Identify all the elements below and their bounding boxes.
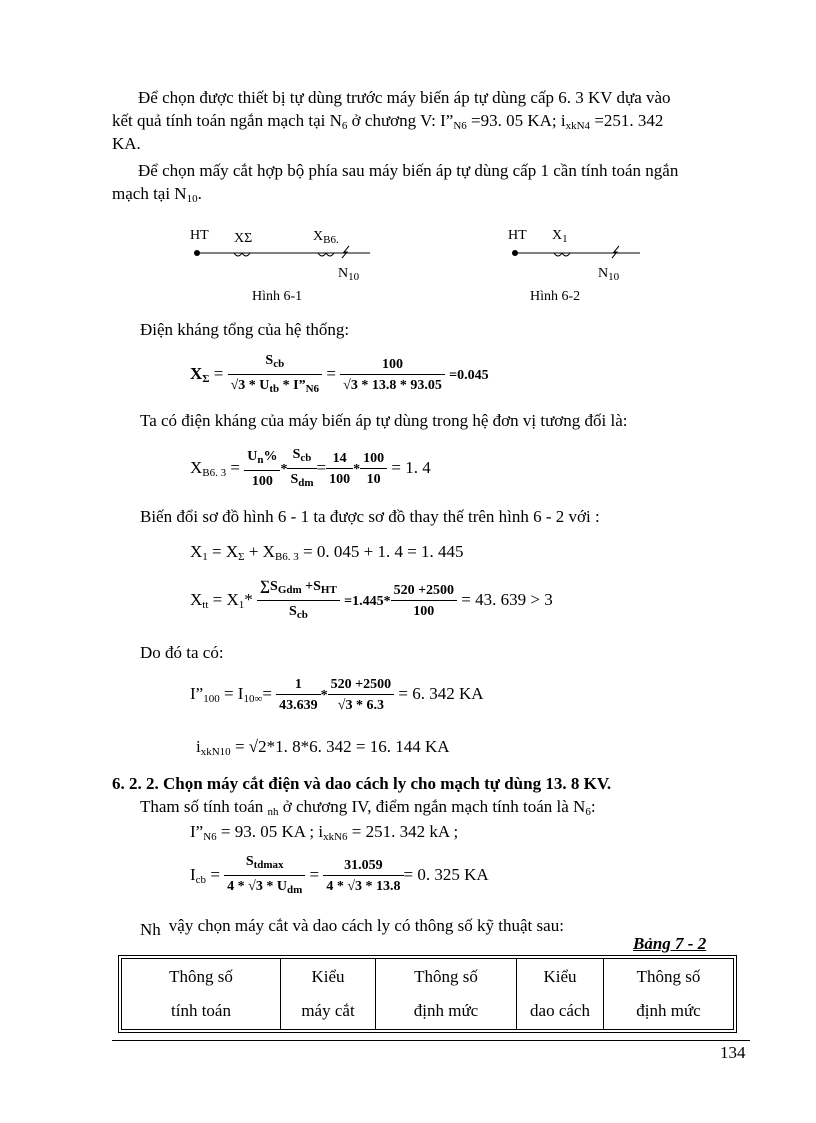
intro-paragraph-1-line-3: KA. xyxy=(112,134,141,153)
table-header-cell: Thông số định mức xyxy=(376,959,517,1030)
diagram2-n10-label: $N_{10}$ xyxy=(598,266,620,283)
diagram1-n10-label: $N_{10}$ xyxy=(338,266,360,283)
diagram2-x1-label: $X_1$ xyxy=(552,228,568,245)
table-row xyxy=(122,959,734,1030)
text-do-do: Do đó ta có: xyxy=(140,643,224,662)
intro-paragraph-2-line-1: Để chọn mấy cắt hợp bộ phía sau máy biến áp tự dùng cấp 1 cần tính toán ngắn xyxy=(138,161,679,180)
section-line-1: Tham số tính toán $_{nh}$ ở chương IV, điểm ngắn mạch tính toán là $N_6$: xyxy=(140,797,596,818)
diagram1-xsigma-label: XΣ xyxy=(234,231,253,246)
equation-icb: $I_{cb}$ = $\frac{S_{tdmax}}{4 * √3 * U_{dm}}$ = $\frac{31.059}{4 * √3 * 13.8}$ = 0. 325 KA xyxy=(190,854,489,896)
spec-table xyxy=(121,958,734,1030)
table-header-cell: Kiểu máy cắt xyxy=(281,959,376,1030)
intro-paragraph-1-line-2: kết quả tính toán ngắn mạch tại $N_6$ ở chương V: $I”_{N6} =93$. 05 KA; $i_{xkN4} =251$. 342 xyxy=(112,111,664,132)
text-dien-khang-tong: Điện kháng tổng của hệ thống: xyxy=(140,320,350,339)
footer-divider xyxy=(112,1040,750,1041)
table-caption: Bảng 7 - 2 xyxy=(633,934,707,953)
table-header-cell: Thông số tính toán xyxy=(122,959,281,1030)
section-line-2: $I”_{N6} = 93$. 05 KA ; $i_{xkN6} = 251$. 342 kA ; xyxy=(190,822,459,843)
page-number: 134 xyxy=(720,1043,746,1062)
equation-i100: $I”_{100} = I_{10\infty}=$ $\frac{1}{43.639}$ * $\frac{520 +2500}{√3 * 6.3}$ = 6. 342 KA xyxy=(190,677,484,713)
intro-paragraph-1-line-1: Để chọn được thiết bị tự dùng trước máy biến áp tự dùng cấp 6. 3 KV dựa vào xyxy=(138,88,671,107)
equation-x1: $X_1 = X_\Sigma + X_{B6. 3} = 0$. 045 + 1. 4 = 1. 445 xyxy=(190,542,464,563)
diagram1-xb6-label: $X_{B6.}$ xyxy=(313,229,339,246)
equation-x-sigma: $X_\Sigma$ = $\frac{S_{cb}}{√3 * U_{tb} * I”_{N6}}$ = $\frac{100}{√3 * 13.8 * 93.05}$ =0.045 xyxy=(190,353,489,395)
text-bien-doi: Biến đổi sơ đồ hình 6 - 1 ta được sơ đồ thay thế trên hình 6 - 2 với : xyxy=(140,507,600,526)
diagram1-ht-label: HT xyxy=(190,228,209,243)
diagram2-line-schematic xyxy=(508,240,648,266)
section-heading: 6. 2. 2. Chọn máy cắt điện và dao cách ly cho mạch tự dùng 13. 8 KV. xyxy=(112,774,612,793)
table-header-cell: Kiểu dao cách xyxy=(517,959,604,1030)
text-ta-co-dien-khang: Ta có điện kháng của máy biến áp tự dùng trong hệ đơn vị tương đối là: xyxy=(140,411,628,430)
equation-xtt: $X_{tt} = X_1*$ $\frac{\sum S_{Gdm} +S_{HT}}{S_{cb}}$ =1.445* $\frac{520 +2500}{100}$ = 43. 639 > 3 xyxy=(190,579,553,621)
diagram1-caption: Hình 6-1 xyxy=(252,289,303,304)
diagram2-caption: Hình 6-2 xyxy=(530,289,581,304)
equation-xb6: $X_{B6. 3}$ = $\frac{U_n\%}{100}$ * $\frac{S_{cb}}{S_{dm}}$ = $\frac{14}{100}$ * $\frac{100}{10}$ = 1. 4 xyxy=(190,447,431,489)
equation-ixk-n10: $i_{xkN10} = √2*1$. 8*6. 342 = 16. 144 KA xyxy=(196,737,450,758)
conclusion-line: Nh vậy chọn máy cắt và dao cách ly có thông số kỹ thuật sau: xyxy=(140,916,564,939)
intro-paragraph-2-line-2: mạch tại $N_{10}$. xyxy=(112,184,202,205)
table-header-cell: Thông số định mức xyxy=(604,959,734,1030)
diagram1-line-schematic xyxy=(190,240,380,266)
diagram2-ht-label: HT xyxy=(508,228,527,243)
